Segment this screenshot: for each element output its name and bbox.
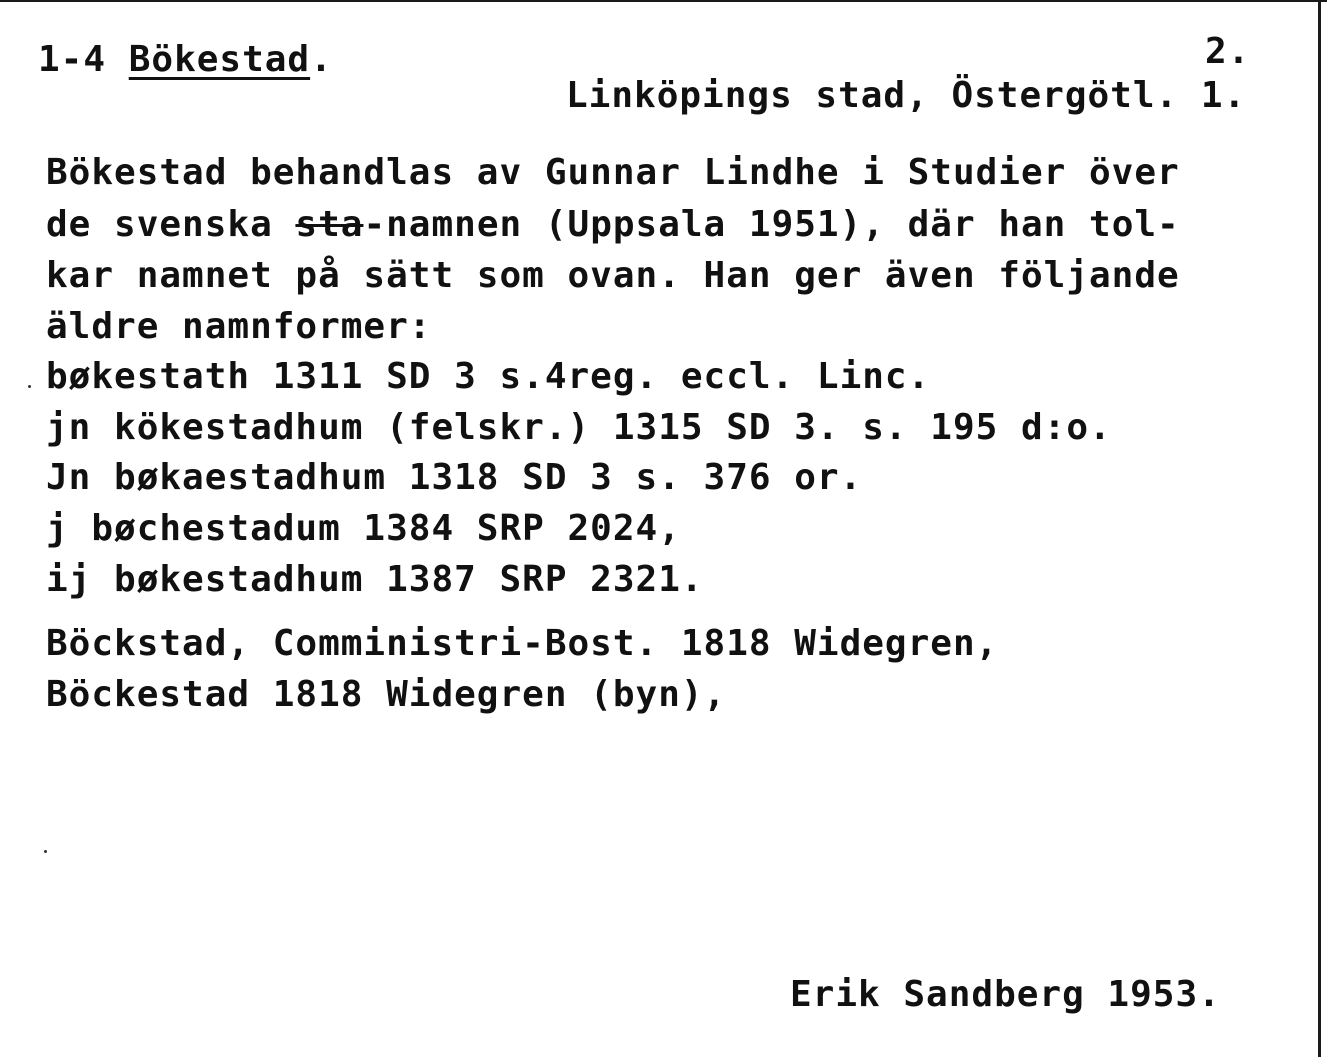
- card-header: [38, 40, 333, 80]
- place-name: Bökestad: [128, 39, 311, 80]
- paragraph-line-2-end: -namnen (Uppsala 1951), där han tol-: [363, 204, 1180, 245]
- form-line-5: ij bøkestadhum 1387 SRP 2321.: [46, 559, 704, 600]
- paragraph-line-1: Bökestad behandlas av Gunnar Lindhe i Studier över: [46, 152, 1180, 193]
- paragraph-line-2-start: de svenska: [46, 204, 296, 245]
- later-form-line-1: Böckstad, Comministri-Bost. 1818 Widegren,: [46, 623, 999, 664]
- struck-word: sta: [295, 204, 364, 245]
- later-form-line-2: Böckestad 1818 Widegren (byn),: [46, 674, 727, 715]
- paragraph-line-4: äldre namnformer:: [46, 306, 432, 347]
- location: Linköpings stad, Östergötl. 1.: [566, 75, 1247, 116]
- card-right-edge: [1318, 0, 1321, 1057]
- signature: Erik Sandberg 1953.: [790, 974, 1221, 1015]
- card-top-edge: [0, 0, 1327, 2]
- place-name-punct: .: [310, 39, 333, 80]
- form-line-1: bøkestath 1311 SD 3 s.4reg. eccl. Linc.: [46, 356, 931, 397]
- paragraph-line-2: [46, 205, 1180, 245]
- card-number: 2.: [1205, 31, 1251, 72]
- form-line-4: j bøchestadum 1384 SRP 2024,: [46, 508, 681, 549]
- ref-number: 1-4: [38, 39, 107, 80]
- scan-speck: [44, 850, 47, 853]
- paragraph-line-3: kar namnet på sätt som ovan. Han ger även följande: [46, 255, 1180, 296]
- scan-speck: [28, 385, 31, 388]
- form-line-3: Jn bøkaestadhum 1318 SD 3 s. 376 or.: [46, 457, 863, 498]
- form-line-2: jn kökestadhum (felskr.) 1315 SD 3. s. 195 d:o.: [46, 407, 1112, 448]
